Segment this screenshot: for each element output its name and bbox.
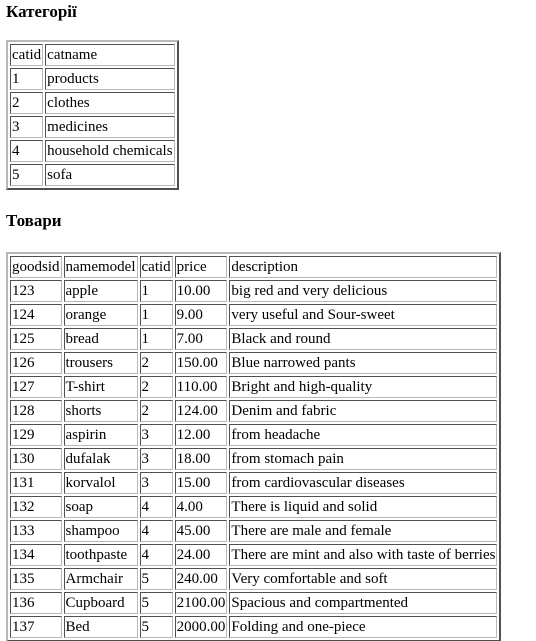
table-cell-goodsid: 130 xyxy=(10,448,62,470)
table-cell-catname: household chemicals xyxy=(45,140,174,162)
table-row xyxy=(10,544,497,566)
table-cell-description: from cardiovascular diseases xyxy=(229,472,497,494)
table-cell-goodsid: 124 xyxy=(10,304,62,326)
table-cell-price: 45.00 xyxy=(175,520,228,542)
table-cell-goodsid: 133 xyxy=(10,520,62,542)
table-row xyxy=(10,352,497,374)
categories-table xyxy=(6,40,179,190)
table-cell-goodsid: 128 xyxy=(10,400,62,422)
table-cell-description: Spacious and compartmented xyxy=(229,592,497,614)
table-row xyxy=(10,68,175,90)
table-row xyxy=(10,304,497,326)
table-cell-goodsid: 125 xyxy=(10,328,62,350)
table-cell-catid: 3 xyxy=(140,472,173,494)
table-row xyxy=(10,92,175,114)
table-cell-goodsid: 127 xyxy=(10,376,62,398)
table-cell-price: 124.00 xyxy=(175,400,228,422)
table-cell-catid: 2 xyxy=(140,352,173,374)
table-cell-namemodel: toothpaste xyxy=(64,544,138,566)
table-cell-namemodel: trousers xyxy=(64,352,138,374)
table-cell-catid: 4 xyxy=(140,496,173,518)
goods-table xyxy=(6,252,501,641)
column-header-description: description xyxy=(229,256,497,278)
table-row xyxy=(10,616,497,638)
table-cell-goodsid: 126 xyxy=(10,352,62,374)
table-cell-description: Folding and one-piece xyxy=(229,616,497,638)
table-cell-catid: 5 xyxy=(10,164,43,186)
table-row xyxy=(10,424,497,446)
table-cell-catname: medicines xyxy=(45,116,174,138)
table-cell-catid: 1 xyxy=(10,68,43,90)
table-cell-catname: sofa xyxy=(45,164,174,186)
table-cell-goodsid: 135 xyxy=(10,568,62,590)
table-cell-goodsid: 134 xyxy=(10,544,62,566)
table-cell-namemodel: shorts xyxy=(64,400,138,422)
table-row xyxy=(10,280,497,302)
table-cell-goodsid: 131 xyxy=(10,472,62,494)
table-row xyxy=(10,400,497,422)
table-cell-namemodel: bread xyxy=(64,328,138,350)
table-cell-description: Blue narrowed pants xyxy=(229,352,497,374)
table-cell-description: Bright and high-quality xyxy=(229,376,497,398)
column-header-catid: catid xyxy=(10,44,43,66)
table-cell-namemodel: dufalak xyxy=(64,448,138,470)
table-cell-catid: 2 xyxy=(140,400,173,422)
table-cell-namemodel: shampoo xyxy=(64,520,138,542)
table-cell-namemodel: T-shirt xyxy=(64,376,138,398)
table-cell-catid: 4 xyxy=(10,140,43,162)
table-cell-catid: 1 xyxy=(140,328,173,350)
table-cell-price: 18.00 xyxy=(175,448,228,470)
table-cell-namemodel: aspirin xyxy=(64,424,138,446)
table-cell-description: big red and very delicious xyxy=(229,280,497,302)
table-cell-price: 2100.00 xyxy=(175,592,228,614)
table-cell-price: 2000.00 xyxy=(175,616,228,638)
table-row xyxy=(10,328,497,350)
table-cell-catid: 1 xyxy=(140,280,173,302)
table-row xyxy=(10,116,175,138)
table-row xyxy=(10,472,497,494)
table-row xyxy=(10,496,497,518)
table-cell-price: 150.00 xyxy=(175,352,228,374)
column-header-catname: catname xyxy=(45,44,174,66)
table-row xyxy=(10,568,497,590)
table-cell-namemodel: soap xyxy=(64,496,138,518)
table-cell-namemodel: Armchair xyxy=(64,568,138,590)
table-cell-namemodel: Cupboard xyxy=(64,592,138,614)
table-cell-goodsid: 137 xyxy=(10,616,62,638)
table-cell-description: from headache xyxy=(229,424,497,446)
table-row xyxy=(10,520,497,542)
table-cell-price: 15.00 xyxy=(175,472,228,494)
table-cell-description: There are mint and also with taste of berries xyxy=(229,544,497,566)
table-row xyxy=(10,376,497,398)
table-cell-price: 7.00 xyxy=(175,328,228,350)
table-cell-catname: clothes xyxy=(45,92,174,114)
goods-heading: Товари xyxy=(6,211,62,230)
column-header-namemodel: namemodel xyxy=(64,256,138,278)
table-row xyxy=(10,448,497,470)
table-row xyxy=(10,592,497,614)
table-cell-goodsid: 123 xyxy=(10,280,62,302)
table-cell-description: Black and round xyxy=(229,328,497,350)
table-cell-description: from stomach pain xyxy=(229,448,497,470)
table-cell-price: 110.00 xyxy=(175,376,228,398)
table-cell-description: Denim and fabric xyxy=(229,400,497,422)
table-cell-goodsid: 132 xyxy=(10,496,62,518)
table-cell-description: There is liquid and solid xyxy=(229,496,497,518)
table-cell-price: 12.00 xyxy=(175,424,228,446)
table-cell-description: very useful and Sour-sweet xyxy=(229,304,497,326)
table-cell-catid: 5 xyxy=(140,616,173,638)
table-cell-catid: 5 xyxy=(140,592,173,614)
table-cell-catid: 3 xyxy=(140,424,173,446)
table-row xyxy=(10,140,175,162)
table-cell-catid: 3 xyxy=(140,448,173,470)
table-cell-namemodel: apple xyxy=(64,280,138,302)
table-cell-price: 24.00 xyxy=(175,544,228,566)
table-header-row xyxy=(10,256,497,278)
table-cell-price: 10.00 xyxy=(175,280,228,302)
table-cell-catid: 5 xyxy=(140,568,173,590)
table-cell-price: 9.00 xyxy=(175,304,228,326)
table-cell-catid: 1 xyxy=(140,304,173,326)
table-cell-description: Very comfortable and soft xyxy=(229,568,497,590)
column-header-goodsid: goodsid xyxy=(10,256,62,278)
column-header-price: price xyxy=(175,256,228,278)
table-cell-goodsid: 136 xyxy=(10,592,62,614)
table-cell-catid: 2 xyxy=(10,92,43,114)
table-cell-description: There are male and female xyxy=(229,520,497,542)
categories-heading: Категорії xyxy=(6,2,77,21)
table-cell-namemodel: orange xyxy=(64,304,138,326)
table-cell-price: 4.00 xyxy=(175,496,228,518)
table-header-row xyxy=(10,44,175,66)
table-cell-namemodel: korvalol xyxy=(64,472,138,494)
table-cell-goodsid: 129 xyxy=(10,424,62,446)
table-cell-catid: 2 xyxy=(140,376,173,398)
table-row xyxy=(10,164,175,186)
table-cell-price: 240.00 xyxy=(175,568,228,590)
table-cell-catid: 4 xyxy=(140,544,173,566)
table-cell-catid: 3 xyxy=(10,116,43,138)
table-cell-catid: 4 xyxy=(140,520,173,542)
table-cell-namemodel: Bed xyxy=(64,616,138,638)
column-header-catid: catid xyxy=(140,256,173,278)
table-cell-catname: products xyxy=(45,68,174,90)
